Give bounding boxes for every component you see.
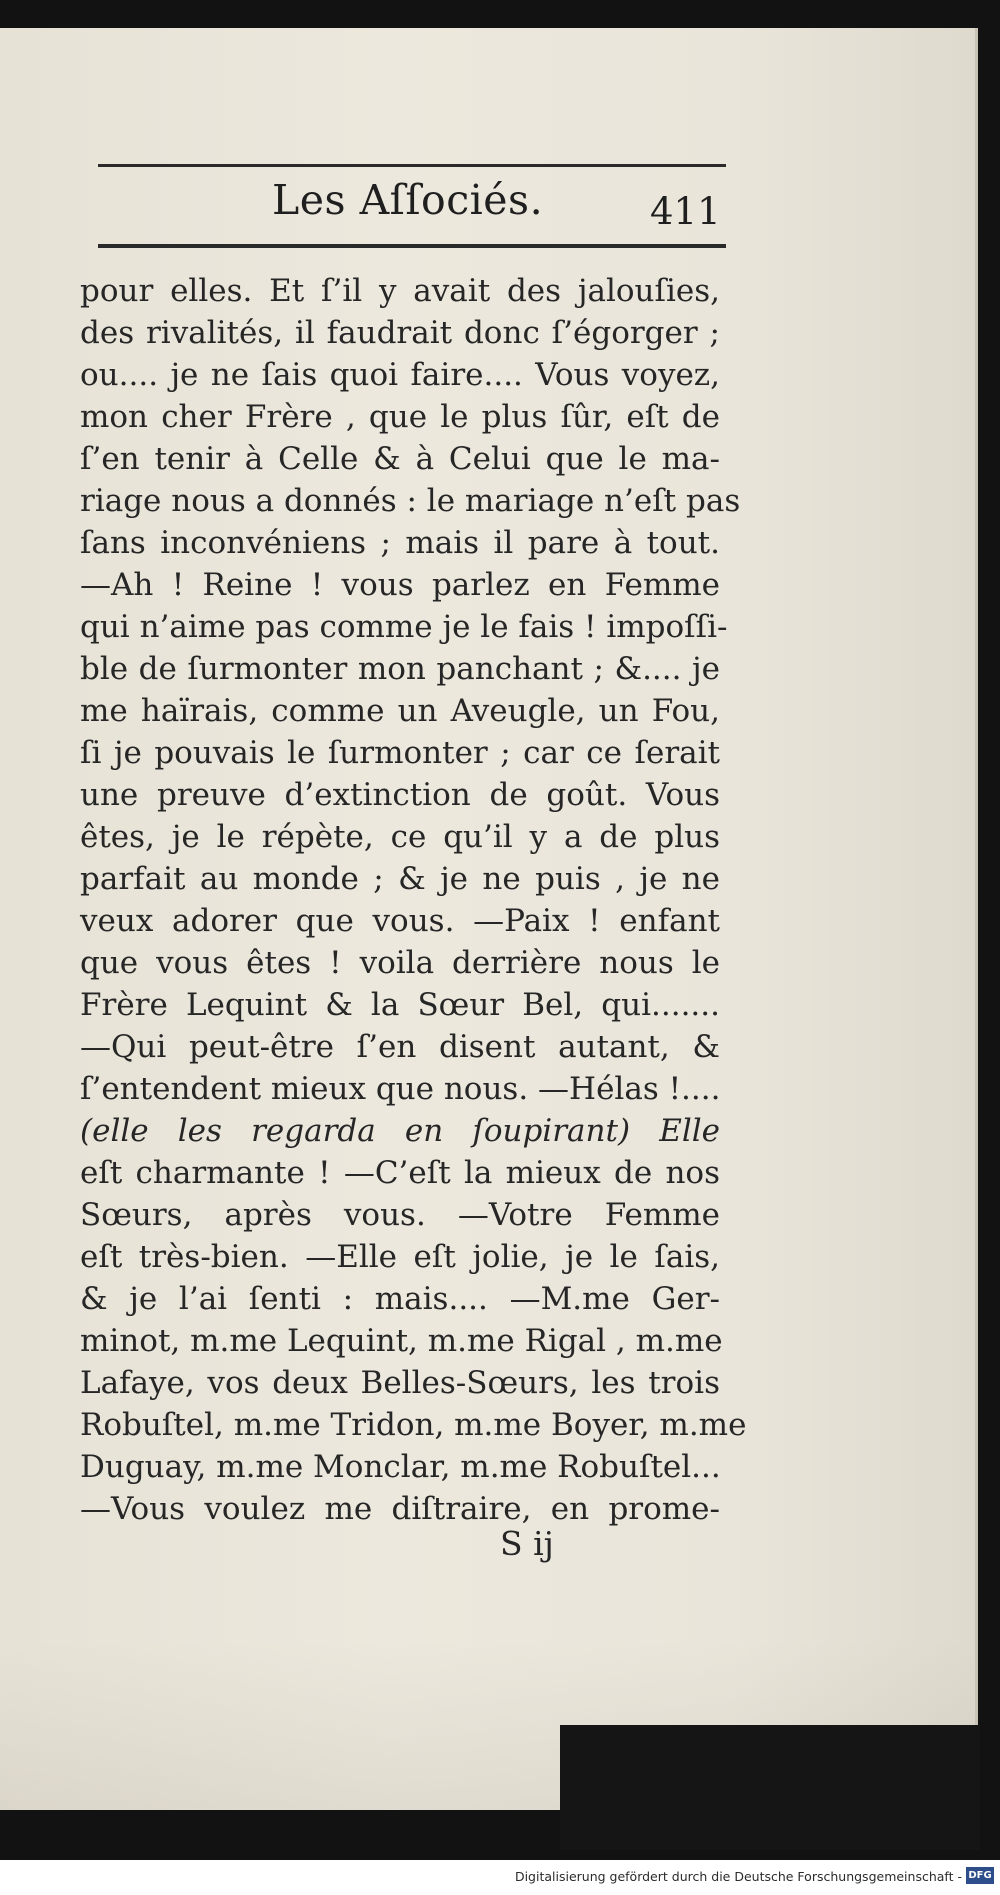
text-line: veux adorer que vous. —Paix ! enfant <box>80 903 720 939</box>
text-line: mon cher Frère , que le plus ſûr, eſt de <box>80 399 720 435</box>
page-number: 411 <box>650 190 721 233</box>
text-line: riage nous a donnés : le mariage n’eſt pas <box>80 483 741 519</box>
header-rule-top <box>98 164 726 167</box>
text-line-stage-direction: (elle les regarda en ſoupirant) Elle <box>80 1113 720 1149</box>
text-line: ſans inconvéniens ; mais il pare à tout. <box>80 525 720 561</box>
text-line: —Ah ! Reine ! vous parlez en Femme <box>80 567 720 603</box>
text-line: parfait au monde ; & je ne puis , je ne <box>80 861 720 897</box>
running-head: Les Aſſociés. <box>272 176 544 224</box>
page-edge-shadow <box>560 1725 980 1850</box>
text-line: Robuſtel, m.me Tridon, m.me Boyer, m.me <box>80 1407 747 1443</box>
dfg-logo-icon: DFG <box>966 1867 994 1884</box>
header-rule-bottom <box>98 244 726 248</box>
text-line: des rivalités, il faudrait donc ſ’égorger ; <box>80 315 720 351</box>
text-line: —Vous voulez me diſtraire, en prome- <box>80 1491 720 1527</box>
text-line: eſt très-bien. —Elle eſt jolie, je le ſais, <box>80 1239 720 1275</box>
text-line: me haïrais, comme un Aveugle, un Fou, <box>80 693 720 729</box>
text-line: ble de ſurmonter mon panchant ; &.... je <box>80 651 720 687</box>
text-line: Sœurs, après vous. —Votre Femme <box>80 1197 720 1233</box>
text-line: une preuve d’extinction de goût. Vous <box>80 777 720 813</box>
text-line: ou.... je ne ſais quoi faire.... Vous voyez, <box>80 357 720 393</box>
text-line: Lafaye, vos deux Belles-Sœurs, les trois <box>80 1365 720 1401</box>
text-line: que vous êtes ! voila derrière nous le <box>80 945 720 981</box>
text-line: eſt charmante ! —C’eſt la mieux de nos <box>80 1155 720 1191</box>
text-line: qui n’aime pas comme je le fais ! impoſſi- <box>80 609 728 645</box>
text-line: ſ’en tenir à Celle & à Celui que le ma- <box>80 441 720 477</box>
footer-credit: Digitalisierung gefördert durch die Deutsche Forschungsgemeinschaft - <box>514 1869 962 1884</box>
text-line: & je l’ai ſenti : mais.... —M.me Ger- <box>80 1281 720 1317</box>
text-line: minot, m.me Lequint, m.me Rigal , m.me <box>80 1323 723 1359</box>
text-line: Frère Lequint & la Sœur Bel, qui....... <box>80 987 720 1023</box>
text-line: ſ’entendent mieux que nous. —Hélas !.... <box>80 1071 721 1107</box>
text-line: Duguay, m.me Monclar, m.me Robuſtel... <box>80 1449 721 1485</box>
text-line: êtes, je le répète, ce qu’il y a de plus <box>80 819 720 855</box>
text-line: ſi je pouvais le ſurmonter ; car ce ſerait <box>80 735 720 771</box>
text-line: pour elles. Et ſ’il y avait des jalouſies, <box>80 273 720 309</box>
body-text <box>80 270 747 1530</box>
signature-mark: S ij <box>500 1524 554 1563</box>
text-line: —Qui peut-être ſ’en disent autant, & <box>80 1029 720 1065</box>
